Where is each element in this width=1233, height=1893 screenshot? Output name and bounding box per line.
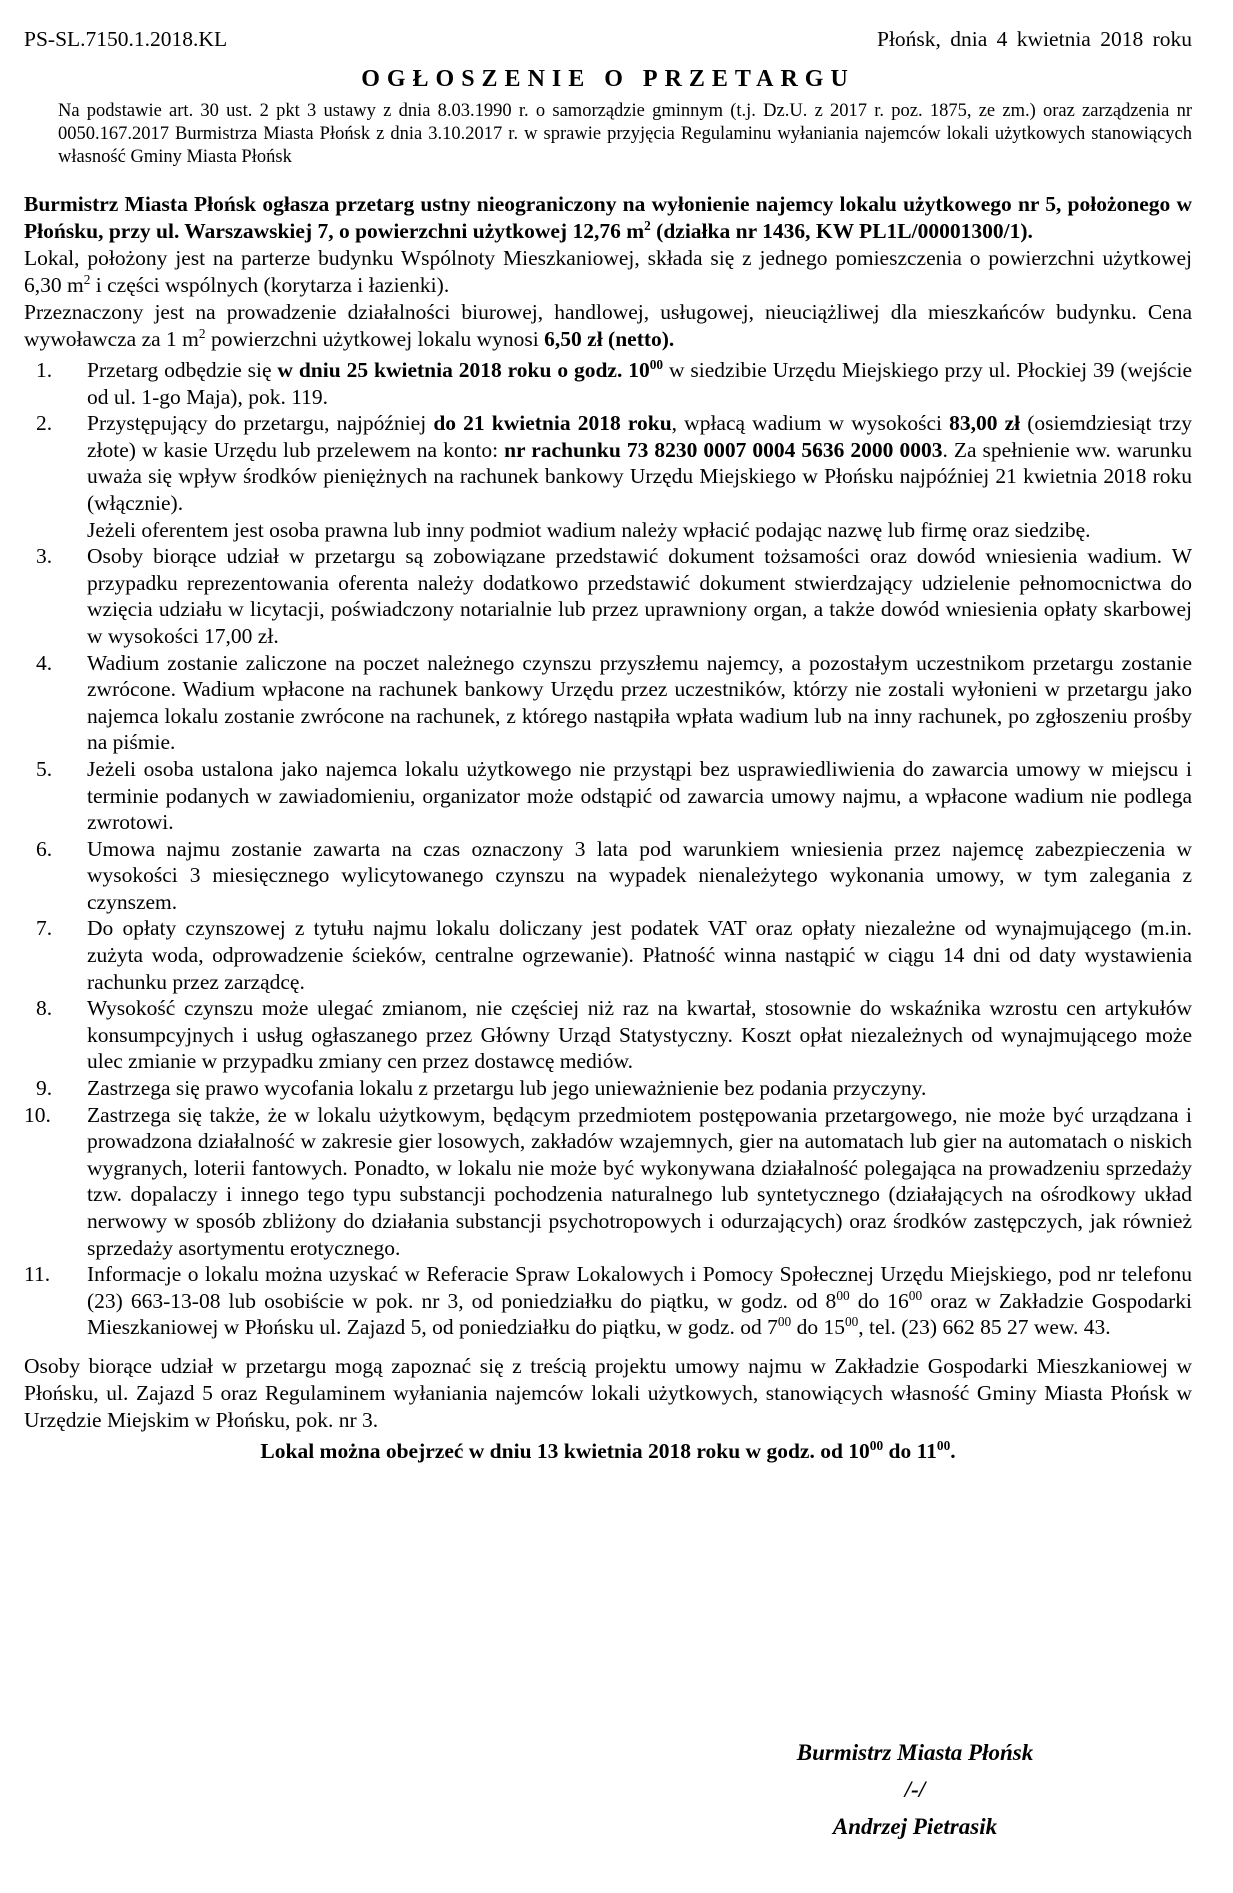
document-header [24,26,1192,52]
signatory-title: Burmistrz Miasta Płońsk [796,1740,1034,1765]
list-item: 1. Przetarg odbędzie się w dniu 25 kwietnia 2018 roku o godz. $10^{00}$ w siedzibie Urzędu Miejskiego przy ul. Płockiej 39 (wejście od ul. 1-go Maja), pok. 119. [36,356,1192,409]
signatory-name: Andrzej Pietrasik [832,1814,998,1839]
bank-account-number: nr rachunku 73 8230 0007 0004 5636 2000 0003 [504,437,943,462]
document-title: OGŁOSZENIE O PRZETARGU [361,66,855,92]
auction-announcement: Burmistrz Miasta Płońsk ogłasza przetarg ustny nieograniczony na wyłonienie najemcy lokalu użytkowego nr 5, położonego w Płońsku, przy ul. Warszawskiej 7, o powierzchni użytkowej 12,76 $m^2$ (działka nr 1436, KW PL1L/00001300/1). [24,192,1192,243]
signature-block [745,1734,1085,1845]
starting-price: 6,50 zł (netto). [544,327,675,351]
list-item: 3. Osoby biorące udział w przetargu są zobowiązane przedstawić dokument tożsamości oraz dowód wniesienia wadium. W przypadku reprezentowania oferenta należy dodatkowo przedstawić dokument stwierdzający udzielenie pełnomocnictwa do wzięcia udziału w licytacji, poświadczony notarialnie lub przez uprawniony organ, a także dowód wniesienia opłaty skarbowej w wysokości 17,00 zł. [36,544,1192,648]
premises-purpose: Przeznaczony jest na prowadzenie działalności biurowej, handlowej, usługowej, nieuciążliwej dla mieszkańców budynku. Cena wywoławcza za 1 $m^2$ powierzchni użytkowej lokalu wynosi 6,50 zł (netto). [24,300,1192,351]
legal-basis: Na podstawie art. 30 ust. 2 pkt 3 ustawy z dnia 8.03.1990 r. o samorządzie gminnym (t.j. Dz.U. z 2017 r. poz. 1875, ze zm.) oraz zarządzenia nr 0050.167.2017 Burmistrza Miasta Płońsk z dnia 3.10.2017 r. w sprawie przyjęcia Regulaminu wyłaniania najemców lokali użytkowych stanowiących własność Gminy Miasta Płońsk [58,101,1192,167]
viewing-date: Lokal można obejrzeć w dniu 13 kwietnia 2018 roku w godz. od $10^{00}$ do $11^{00}$. [260,1437,956,1463]
list-item: 7. Do opłaty czynszowej z tytułu najmu lokalu doliczany jest podatek VAT oraz opłaty niezależne od wynajmującego (m.in. zużyta woda, odprowadzenie ścieków, centralne ogrzewanie). Płatność winna nastąpić w ciągu 14 dni od daty wystawienia rachunku przez zarządcę. [36,916,1192,994]
list-item: 5. Jeżeli osoba ustalona jako najemca lokalu użytkowego nie przystąpi bez usprawiedliwienia do zawarcia umowy w miejscu i terminie podanych w zawiadomieniu, organizator może odstąpić od zawarcia umowy najmu, a wpłacone wadium nie podlega zwrotowi. [36,756,1192,835]
premises-location: Lokal, położony jest na parterze budynku Wspólnoty Mieszkaniowej, składa się z jednego pomieszczenia o powierzchni użytkowej 6,30 $m^2$ i części wspólnych (korytarza i łazienki). [24,246,1192,297]
closing-paragraph: Osoby biorące udział w przetargu mogą zapoznać się z treścią projektu umowy najmu w Zakładzie Gospodarki Mieszkaniowej w Płońsku, ul. Zajazd 5 oraz Regulaminem wyłaniania najemców lokali użytkowych, stanowiących własność Gminy Miasta Płońsk w Urzędzie Miejskim w Płońsku, pok. nr 3. [24,1353,1192,1432]
list-item: 8. Wysokość czynszu może ulegać zmianom, nie częściej niż raz na kwartał, stosownie do wskaźnika wzrostu cen artykułów konsumpcyjnych i usług ogłaszanego przez Główny Urząd Statystyczny. Koszt opłat niezależnych od wynajmującego może ulec zmianie w przypadku zmiany cen przez dostawcę mediów. [36,996,1192,1074]
conditions-list [24,357,1192,1341]
list-item: 6. Umowa najmu zostanie zawarta na czas oznaczony 3 lata pod warunkiem wniesienia przez najemcę zabezpieczenia w wysokości 3 miesięcznego wylicytowanego czynszu na wypadek nienależytego wykonania umowy, w tym zalegania z czynszem. [36,836,1192,914]
signature-mark: /-/ [904,1777,926,1802]
reference-number: PS-SL.7150.1.2018.KL [24,27,228,51]
list-item: 2. Przystępujący do przetargu, najpóźniej do 21 kwietnia 2018 roku, wpłacą wadium w wysokości 83,00 zł (osiemdziesiąt trzy złote) w kasie Urzędu lub przelewem na konto: nr rachunku 73 8230 0007 0004 5636 2000 0003. Za spełnienie ww. warunku uważa się wpływ środków pieniężnych na rachunek bankowy Urzędu Miejskiego w Płońsku najpóźniej 21 kwietnia 2018 roku (włącznie). Jeżeli oferentem jest osoba prawna lub inny podmiot wadium należy wpłacić podając nazwę lub firmę oraz siedzibę. [36,411,1192,542]
list-item: 9. Zastrzega się prawo wycofania lokalu z przetargu lub jego unieważnienie bez podania przyczyny. [36,1076,927,1101]
announcement-page [24,26,1192,1466]
list-item: 10. Zastrzega się także, że w lokalu użytkowym, będącym przedmiotem postępowania przetargowego, nie może być urządzana i prowadzona działalność w zakresie gier losowych, zakładów wzajemnych, gier na automatach lub gier na automatach o niskich wygranych, loterii fantowych. Ponadto, w lokalu nie może być wykonywana działalność polegająca na prowadzeniu sprzedaży tzw. dopalaczy i innego tego typu substancji pochodzenia naturalnego lub syntetycznego (działających na ośrodkowy układ nerwowy w sposób zbliżony do działania substancji psychotropowych i odurzających) oraz środków zastępczych, jak również sprzedaży asortymentu erotycznego. [24,1102,1192,1260]
issue-date: Płońsk, dnia 4 kwietnia 2018 roku [876,27,1192,51]
list-item: 11. Informacje o lokalu można uzyskać w Referacie Spraw Lokalowych i Pomocy Społecznej Urzędu Miejskiego, pod nr telefonu (23) 663-13-08 lub osobiście w pok. nr 3, od poniedziałku do piątku, w godz. od $8^{00}$ do $16^{00}$ oraz w Zakładzie Gospodarki Mieszkaniowej w Płońsku ul. Zajazd 5, od poniedziałku do piątku, w godz. od $7^{00}$ do $15^{00}$, tel. (23) 662 85 27 wew. 43. [24,1262,1193,1340]
list-item: 4. Wadium zostanie zaliczone na poczet należnego czynszu przyszłemu najemcy, a pozostałym uczestnikom przetargu zostanie zwrócone. Wadium wpłacone na rachunek bankowy Urzędu przez uczestników, którzy nie zostali wyłonieni w przetargu jako najemca lokalu zostanie zwrócone na rachunek, z którego nastąpiła wpłata wadium lub na inny rachunek, po zgłoszeniu prośby na piśmie. [36,650,1192,755]
